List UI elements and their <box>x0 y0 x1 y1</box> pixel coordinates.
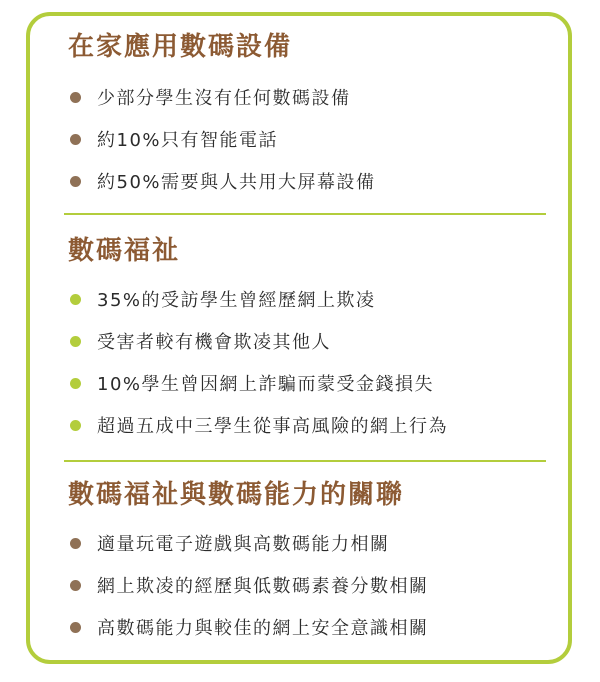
list-item-text: 10%學生曾因網上詐騙而蒙受金錢損失 <box>97 374 435 395</box>
list-item-text: 受害者較有機會欺凌其他人 <box>97 332 331 353</box>
list-item <box>68 278 548 320</box>
section-title: 在家應用數碼設備 <box>68 32 293 62</box>
bullet-dot-icon <box>70 378 81 389</box>
bullet-dot-icon <box>70 336 81 347</box>
section-digital-wellbeing <box>68 234 548 446</box>
bullet-dot-icon <box>70 294 81 305</box>
list-item-text: 少部分學生沒有任何數碼設備 <box>97 88 351 109</box>
list-item <box>68 564 548 606</box>
bullet-dot-icon <box>70 622 81 633</box>
list-item <box>68 160 548 202</box>
info-card <box>26 12 572 664</box>
section-divider <box>64 460 546 462</box>
bullet-list <box>68 278 548 446</box>
bullet-list <box>68 76 548 202</box>
list-item-text: 網上欺凌的經歷與低數碼素養分數相關 <box>97 576 429 597</box>
bullet-dot-icon <box>70 538 81 549</box>
bullet-list <box>68 522 548 648</box>
section-divider <box>64 213 546 215</box>
list-item-text: 35%的受訪學生曾經歷網上欺凌 <box>97 290 376 311</box>
list-item <box>68 76 548 118</box>
bullet-dot-icon <box>70 420 81 431</box>
list-item <box>68 606 548 648</box>
list-item <box>68 522 548 564</box>
section-title: 數碼福祉 <box>68 236 181 266</box>
list-item-text: 高數碼能力與較佳的網上安全意識相關 <box>97 618 429 639</box>
list-item <box>68 404 548 446</box>
section-home-device-use <box>68 30 548 202</box>
list-item-text: 約10%只有智能電話 <box>97 130 279 151</box>
bullet-dot-icon <box>70 134 81 145</box>
list-item <box>68 118 548 160</box>
section-wellbeing-competence-link <box>68 478 548 648</box>
list-item-text: 超過五成中三學生從事高風險的網上行為 <box>97 416 448 437</box>
list-item-text: 約50%需要與人共用大屏幕設備 <box>97 172 376 193</box>
bullet-dot-icon <box>70 176 81 187</box>
list-item-text: 適量玩電子遊戲與高數碼能力相關 <box>97 534 390 555</box>
section-title: 數碼福祉與數碼能力的關聯 <box>68 480 405 510</box>
bullet-dot-icon <box>70 92 81 103</box>
list-item <box>68 320 548 362</box>
bullet-dot-icon <box>70 580 81 591</box>
list-item <box>68 362 548 404</box>
